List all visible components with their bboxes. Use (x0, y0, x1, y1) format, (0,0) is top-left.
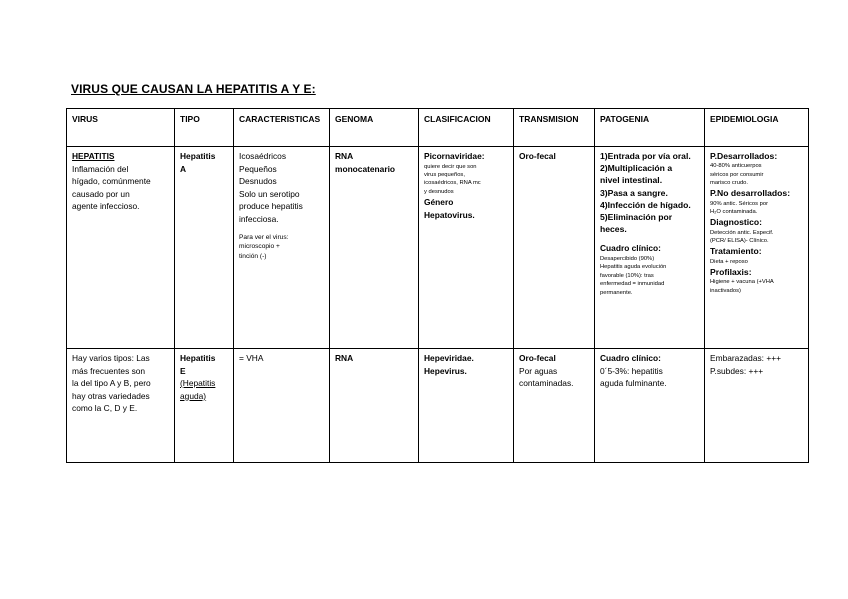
virus-types-line: Hay varios tipos: Las (72, 353, 150, 363)
cell-caracteristicas-a (234, 147, 330, 349)
epi-tratamiento-title: Tratamiento: (710, 246, 762, 257)
clasif-note-line: virus pequeños, (424, 172, 465, 178)
virus-types-line: hay otras variedades (72, 390, 150, 401)
genoma-line: monocatenario (335, 163, 396, 174)
cuadro-note-line: Desapercibido (90%) (600, 256, 655, 263)
header-epidemiologia: EPIDEMIOLOGIA (705, 109, 809, 147)
caract-note-line: microscopio + (239, 243, 280, 251)
epi-note-line: 40-80% anticuerpos (710, 163, 762, 170)
patogenia-step: 3)Pasa a sangre. (600, 187, 668, 198)
virus-types-line: más frecuentes son (72, 365, 146, 376)
header-tipo: TIPO (175, 109, 234, 147)
header-transmision: TRANSMISION (514, 109, 595, 147)
epi-note-line: Dieta + reposo (710, 258, 748, 265)
caract-line: infecciosa. (239, 213, 279, 224)
tipo-line: Hepatitis (180, 151, 216, 161)
transmision-line: Por aguas (519, 365, 558, 376)
patogenia-step: 2)Multiplicación a (600, 163, 673, 174)
caract-line: Desnudos (239, 176, 277, 187)
tipo-note-line: aguda) (180, 390, 207, 401)
epi-line: P.subdes: +++ (710, 365, 764, 376)
header-clasificacion: CLASIFICACION (419, 109, 514, 147)
clasif-note-line: icosaédricos, RNA mc (424, 180, 481, 187)
clasif-bold-line: Género (424, 197, 454, 208)
epi-profilaxis-title: Profilaxis: (710, 267, 752, 278)
epi-desarrollados-title: P.Desarrollados: (710, 151, 778, 161)
virus-desc-line: agente infeccioso. (72, 201, 140, 212)
transmision-line: contaminadas. (519, 378, 574, 389)
cuadro-line: 0´5-3%: hepatitis (600, 365, 663, 376)
cell-genoma-a (330, 147, 419, 349)
patogenia-step: 4)Infección de hígado. (600, 199, 691, 210)
caract-line: Icosaédricos (239, 151, 287, 161)
hepatitis-table (66, 108, 809, 463)
cell-patogenia-e (595, 349, 705, 463)
cell-epidemiologia-a (705, 147, 809, 349)
page-title: VIRUS QUE CAUSAN LA HEPATITIS A Y E: (71, 82, 316, 96)
caract-line: Pequeños (239, 163, 277, 174)
virus-types-line: la del tipo A y B, pero (72, 378, 151, 389)
table-row-hepatitis-a (67, 147, 809, 349)
patogenia-step: 5)Eliminación por (600, 212, 673, 223)
caract-note-line: tinción (-) (239, 252, 267, 260)
cell-tipo-a (175, 147, 234, 349)
epi-note-line: séricos por consumir (710, 171, 764, 178)
clasif-bold-line: Hepatovirus. (424, 209, 475, 220)
epi-note-line: marisco crudo. (710, 180, 749, 187)
cell-clasificacion-a (419, 147, 514, 349)
tipo-note-line: (Hepatitis (180, 378, 216, 389)
clasif-line: Hepevirus. (424, 365, 467, 376)
cell-transmision-a (514, 147, 595, 349)
patogenia-step: heces. (600, 224, 627, 235)
patogenia-step: nivel intestinal. (600, 175, 663, 186)
cell-virus-types (67, 349, 175, 463)
virus-types-line: como la C, D y E. (72, 403, 138, 414)
cuadro-line: aguda fulminante. (600, 378, 667, 389)
cuadro-note-line: favorable (10%): tras (600, 272, 654, 279)
epi-note-line: Detección antic. Especif. (710, 229, 774, 236)
clasif-line: Hepeviridae. (424, 353, 474, 363)
table-header-row (67, 109, 809, 147)
epi-no-desarrollados-title: P.No desarrollados: (710, 188, 791, 199)
header-genoma: GENOMA (330, 109, 419, 147)
cell-clasificacion-e (419, 349, 514, 463)
tipo-line: A (180, 163, 187, 174)
transmision-line: Oro-fecal (519, 353, 556, 363)
genoma-line: RNA (335, 151, 354, 161)
caract-line: = VHA (239, 353, 264, 363)
cell-patogenia-a (595, 147, 705, 349)
cuadro-note-line: permanente. (600, 289, 633, 296)
clasif-title: Picornaviridae: (424, 151, 485, 161)
patogenia-step: 1)Entrada por vía oral. (600, 151, 691, 161)
caract-line: Solo un serotipo (239, 188, 300, 199)
epi-note-line: 90% antic. Séricos por (710, 200, 768, 207)
tipo-line: Hepatitis (180, 353, 216, 363)
epi-diagnostico-title: Diagnostico: (710, 217, 763, 228)
epi-note-line: (PCR/ ELISA)- Clínico. (710, 238, 769, 245)
cuadro-clinico-title: Cuadro clínico: (600, 243, 661, 254)
clasif-note-line: quiere decir que son (424, 163, 477, 170)
cuadro-clinico-title: Cuadro clínico: (600, 353, 661, 363)
header-virus: VIRUS (67, 109, 175, 147)
cell-epidemiologia-e (705, 349, 809, 463)
transmision-line: Oro-fecal (519, 151, 556, 161)
cell-genoma-e (330, 349, 419, 463)
epi-note-line: Higiene + vacuna (+VHA (710, 279, 774, 286)
genoma-line: RNA (335, 353, 354, 363)
tipo-line: E (180, 365, 186, 376)
table-row-hepatitis-e (67, 349, 809, 463)
caract-line: produce hepatitis (239, 201, 303, 212)
hepatitis-heading: HEPATITIS (72, 151, 115, 161)
cell-tipo-e (175, 349, 234, 463)
virus-desc-line: causado por un (72, 188, 130, 199)
caract-note-line: Para ver el virus: (239, 233, 289, 241)
epi-note-line: inactivados) (710, 287, 741, 294)
epi-note-line: H₂O contaminada. (710, 209, 758, 216)
virus-desc-line: hígado, comúnmente (72, 176, 151, 187)
cuadro-note-line: enfermedad = inmunidad (600, 281, 665, 288)
cell-transmision-e (514, 349, 595, 463)
clasif-note-line: y desnudos (424, 188, 454, 195)
epi-line: Embarazadas: +++ (710, 353, 781, 363)
cuadro-note-line: Hepatitis aguda evolución (600, 264, 667, 271)
cell-virus-description (67, 147, 175, 349)
header-patogenia: PATOGENIA (595, 109, 705, 147)
cell-caracteristicas-e (234, 349, 330, 463)
header-caracteristicas: CARACTERISTICAS (234, 109, 330, 147)
virus-desc-line: Inflamación del (72, 163, 129, 174)
